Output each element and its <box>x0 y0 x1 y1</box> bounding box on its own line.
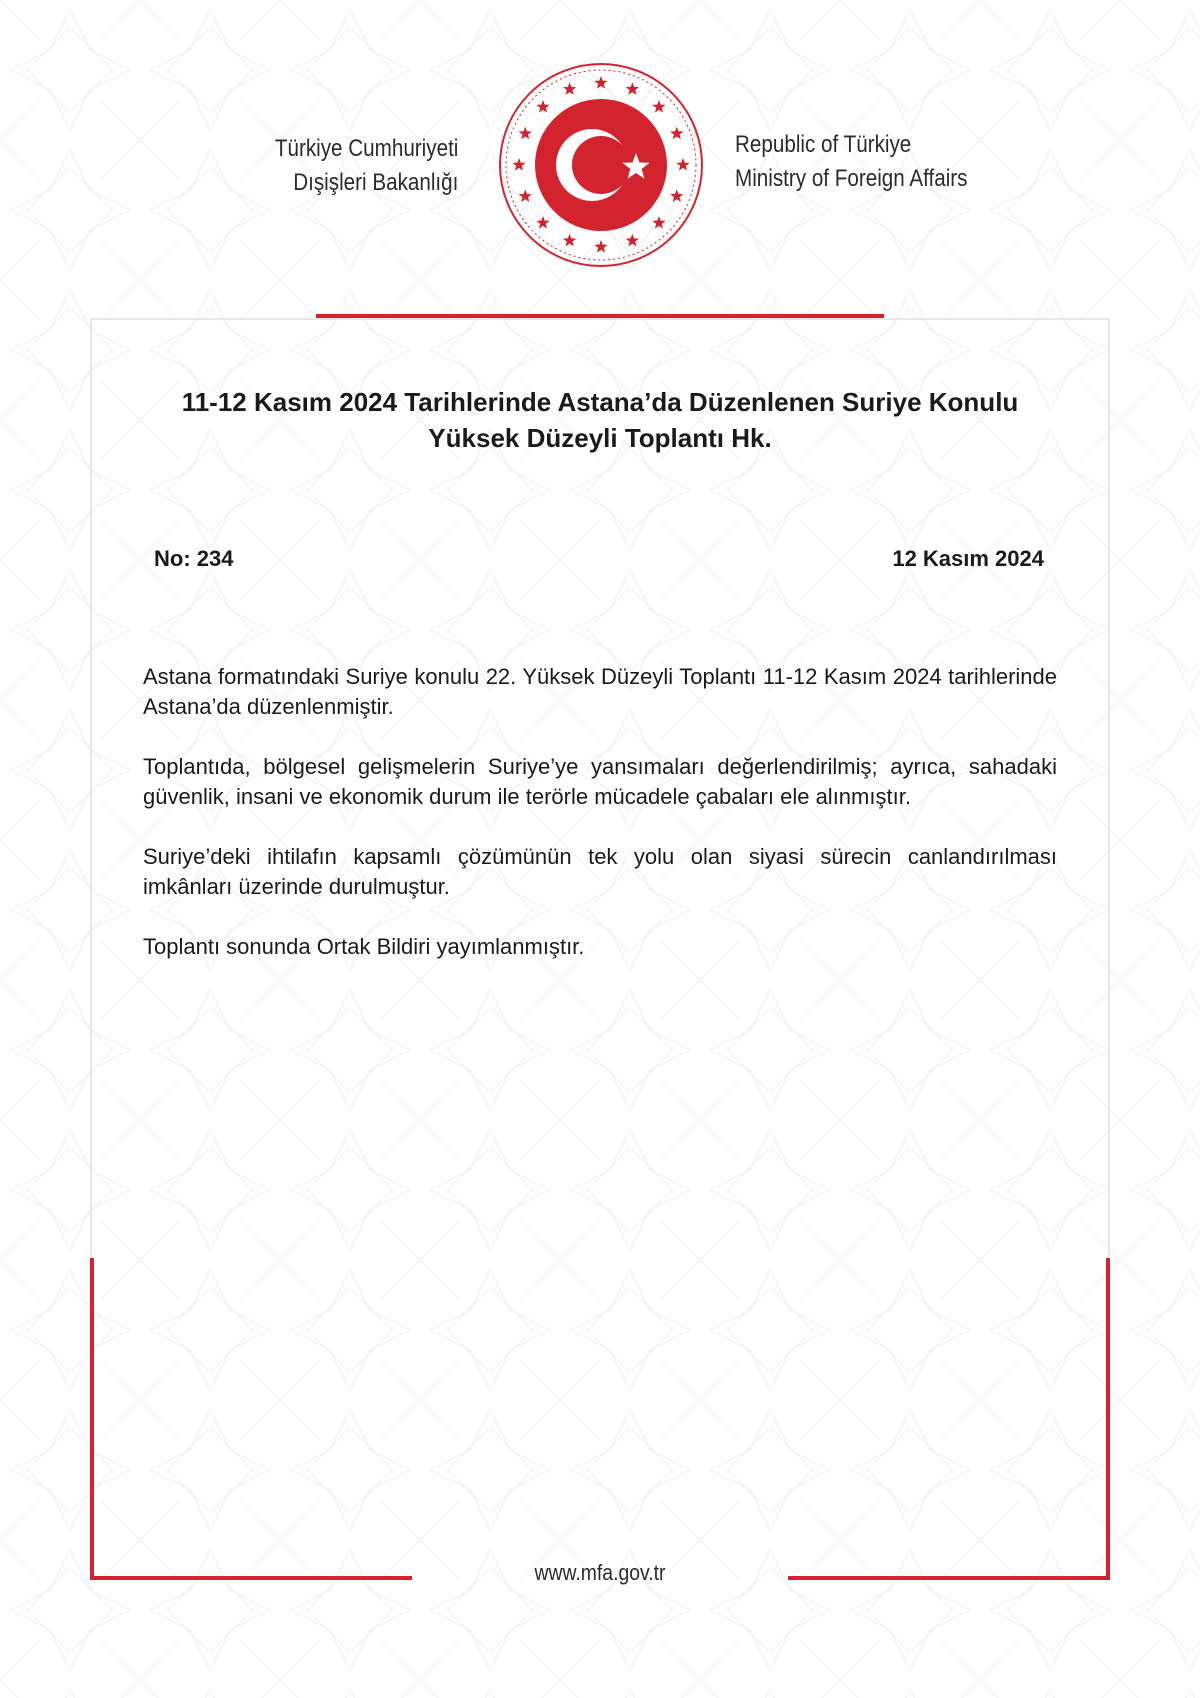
seal-star-icon <box>670 189 683 202</box>
seal-star-icon <box>563 82 576 95</box>
seal-star-icon <box>676 158 689 171</box>
ministry-seal-icon <box>496 60 706 270</box>
seal-star-icon <box>626 82 639 95</box>
seal-star-icon <box>512 158 525 171</box>
body-paragraph: Suriye’deki ihtilafın kapsamlı çözümünün tek yolu olan siyasi sürecin canlandırılması imkânları üzerinde durulmuştur. <box>143 844 1057 899</box>
seal-star-icon <box>652 216 665 229</box>
document-body <box>143 662 1057 992</box>
document-number: No: 234 <box>154 546 234 571</box>
title-line-2: Yüksek Düzeyli Toplantı Hk. <box>428 423 772 453</box>
seal-star-icon <box>594 240 607 253</box>
seal-star-icon <box>519 127 532 140</box>
seal-star-icon <box>563 234 576 247</box>
org-en-line2: Ministry of Foreign Affairs <box>735 165 968 192</box>
frame-right-red-line <box>1106 1258 1110 1580</box>
seal-star-icon <box>670 127 683 140</box>
body-paragraph: Astana formatındaki Suriye konulu 22. Yüksek Düzeyli Toplantı 11-12 Kasım 2024 tarihlerinde Astana’da düzenlenmiştir. <box>143 664 1057 719</box>
title-line-1: 11-12 Kasım 2024 Tarihlerinde Astana’da Düzenlenen Suriye Konulu <box>181 387 1019 417</box>
frame-left-red-line <box>90 1258 94 1580</box>
seal-star-icon <box>536 100 549 113</box>
seal-star-icon <box>536 216 549 229</box>
org-tr-line2: Dışişleri Bakanlığı <box>292 169 458 196</box>
body-paragraph: Toplantı sonunda Ortak Bildiri yayımlanmıştır. <box>143 934 585 959</box>
seal-star-icon <box>626 234 639 247</box>
document-title <box>130 384 1070 456</box>
org-en-line1: Republic of Türkiye <box>735 131 912 158</box>
seal-star-icon <box>594 76 607 89</box>
seal-star-icon <box>652 100 665 113</box>
document-date: 12 Kasım 2024 <box>892 546 1044 571</box>
letterhead <box>0 0 1200 290</box>
org-name-turkish <box>274 132 458 200</box>
footer-website-link[interactable]: www.mfa.gov.tr <box>534 1560 666 1585</box>
org-name-english <box>735 128 967 196</box>
body-paragraph: Toplantıda, bölgesel gelişmelerin Suriye’ye yansımaları değerlendirilmiş; ayrıca, sahadaki güvenlik, insani ve ekonomik durum ile terörle mücadele çabaları ele alınmıştır. <box>143 754 1057 809</box>
org-tr-line1: Türkiye Cumhuriyeti <box>274 135 458 162</box>
seal-star-icon <box>519 189 532 202</box>
